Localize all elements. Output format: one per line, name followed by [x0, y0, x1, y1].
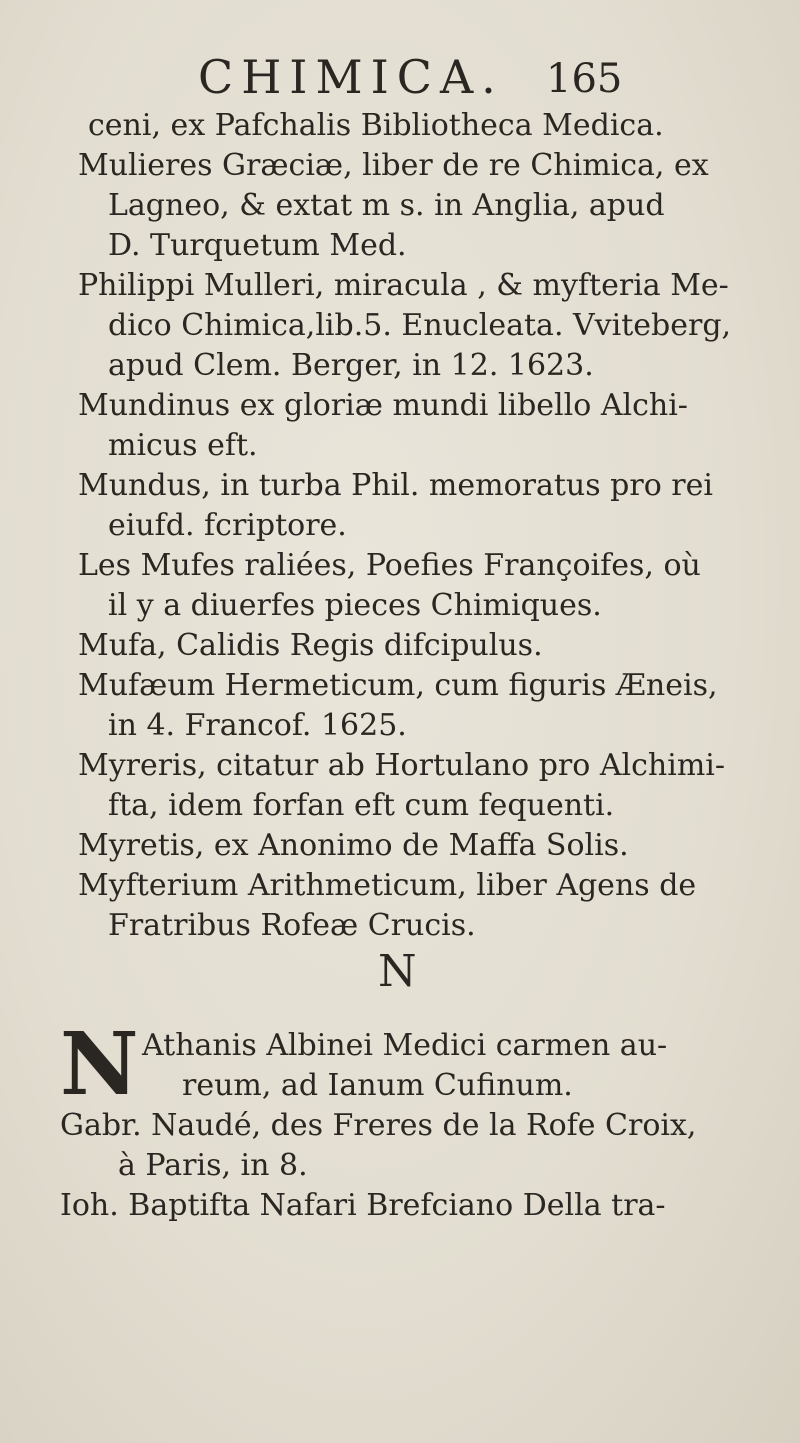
- drop-cap: N: [60, 1014, 139, 1115]
- entry-line: apud Clem. Berger, in 12. 1623.: [108, 348, 594, 383]
- entry-line: eiufd. fcriptore.: [108, 508, 347, 543]
- entry-line: Mulieres Græciæ, liber de re Chimica, ex: [78, 148, 709, 183]
- page-number: 165: [546, 56, 623, 102]
- entry-line: Myreris, citatur ab Hortulano pro Alchimi-: [78, 748, 726, 783]
- entry-line: reum, ad Ianum Cufinum.: [182, 1068, 573, 1103]
- entry-line: micus eft.: [108, 428, 258, 463]
- entry-line: Athanis Albinei Medici carmen au-: [142, 1028, 668, 1063]
- entry-line: Mufæum Hermeticum, cum figuris Æneis,: [78, 668, 718, 703]
- entry-line: Philippi Mulleri, miracula , & myfteria Me-: [78, 268, 729, 303]
- entry-line: Fratribus Rofeæ Crucis.: [108, 908, 476, 943]
- entry-line: in 4. Francof. 1625.: [108, 708, 407, 743]
- entry-line: D. Turquetum Med.: [108, 228, 407, 263]
- entry-line: Ioh. Baptifta Nafari Brefciano Della tra-: [60, 1188, 666, 1223]
- page-header: [198, 50, 638, 110]
- entry-line: Les Mufes raliées, Poefies Françoifes, où: [78, 548, 701, 583]
- entry-line: Lagneo, & extat m s. in Anglia, apud: [108, 188, 665, 223]
- entry-line: Mundinus ex gloriæ mundi libello Alchi-: [78, 388, 688, 423]
- entry-line: dico Chimica,lib.5. Enucleata. Vviteberg,: [108, 308, 732, 343]
- entry-line: Mufa, Calidis Regis difcipulus.: [78, 628, 543, 663]
- section-heading-n: N: [378, 946, 417, 997]
- entry-line: ceni, ex Pafchalis Bibliotheca Medica.: [88, 108, 664, 143]
- entry-list-m: [78, 106, 732, 946]
- entry-line: Mundus, in turba Phil. memoratus pro rei: [78, 468, 713, 503]
- running-title: CHIMICA.: [198, 50, 504, 104]
- entry-line: Gabr. Naudé, des Freres de la Rofe Croix,: [60, 1108, 697, 1143]
- entry-line: fta, idem forfan eft cum fequenti.: [108, 788, 615, 823]
- entry-line: Myretis, ex Anonimo de Maffa Solis.: [78, 828, 629, 863]
- entry-line: Myfterium Arithmeticum, liber Agens de: [78, 868, 697, 903]
- entry-list-n: [60, 1014, 720, 1226]
- entry-line: il y a diuerfes pieces Chimiques.: [108, 588, 602, 623]
- entry-line: à Paris, in 8.: [118, 1148, 308, 1183]
